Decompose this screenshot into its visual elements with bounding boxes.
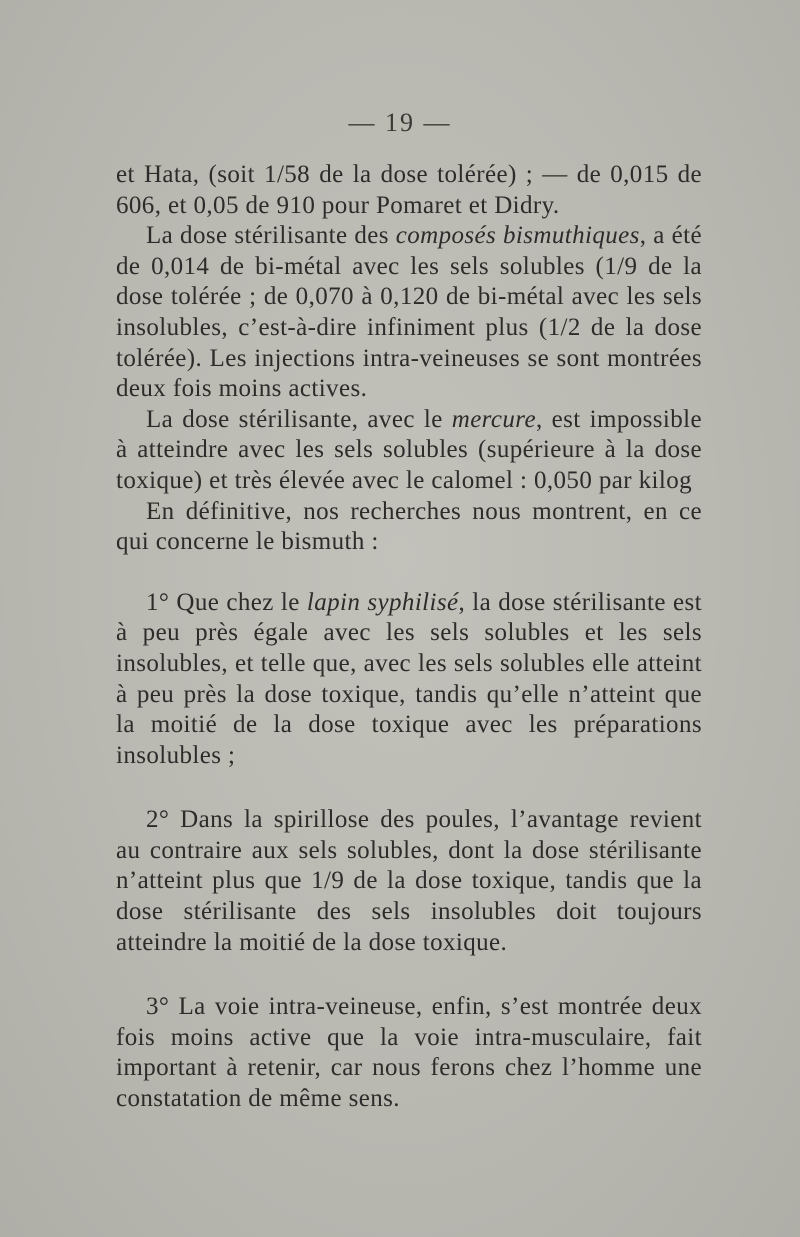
italic-term: mercure bbox=[451, 405, 536, 433]
paragraph-text: La dose stérilisante, avec le bbox=[146, 405, 452, 433]
paragraph-text: , la dose stérilisante est à peu près égale avec les sels solubles et les sels insolubles, et telle que, avec les sels solubles elle atteint à peu près la dose toxique, tandis qu’elle n’atteint que la moitié de la dose toxique avec les préparations insolubles ; bbox=[116, 588, 702, 769]
page-number: — 19 — bbox=[348, 108, 452, 137]
paragraph-bismuth-dose bbox=[116, 221, 702, 405]
paragraph-mercury-dose bbox=[116, 405, 702, 497]
italic-term: lapin syphilisé bbox=[306, 588, 459, 616]
italic-term: composés bismuthiques bbox=[395, 222, 640, 250]
paragraph-text: La dose stérilisante des bbox=[146, 222, 396, 250]
paragraph-point-2: 2° Dans la spirillose des poules, l’avantage revient au contraire aux sels solubles, dont la dose stérilisante n’atteint plus que 1/9 de la dose toxique, tandis que la dose stérilisante des sels insolubles doit toujours atteindre la moitié de la dose toxique. bbox=[116, 806, 702, 956]
paragraph-continuation: et Hata, (soit 1/58 de la dose tolérée) ; — de 0,015 de 606, et 0,05 de 910 pour Pomaret et Didry. bbox=[116, 161, 702, 219]
paragraph-text: 1° Que chez le bbox=[146, 588, 307, 616]
paragraph-text: , est impossible à atteindre avec les sels solubles (supérieure à la dose toxique) et très élevée avec le calomel : 0,050 par kilog bbox=[116, 405, 703, 494]
paragraph-conclusion-intro: En définitive, nos recherches nous montrent, en ce qui concerne le bismuth : bbox=[116, 497, 702, 556]
paragraph-point-1 bbox=[116, 588, 702, 772]
paragraph-text: , a été de 0,014 de bi-métal avec les sels solubles (1/9 de la dose tolérée ; de 0,070 à 0,120 de bi-métal avec les sels insolubles, c’est-à-dire infiniment plus (1/2 de la dose tolérée). Les injections intra-veineuses se sont montrées deux fois moins actives. bbox=[116, 222, 702, 403]
paragraph-point-3: 3° La voie intra-veineuse, enfin, s’est montrée deux fois moins active que la voie intra-musculaire, fait important à retenir, car nous ferons chez l’homme une constatation de même sens. bbox=[116, 993, 702, 1113]
body-text bbox=[116, 160, 702, 1115]
